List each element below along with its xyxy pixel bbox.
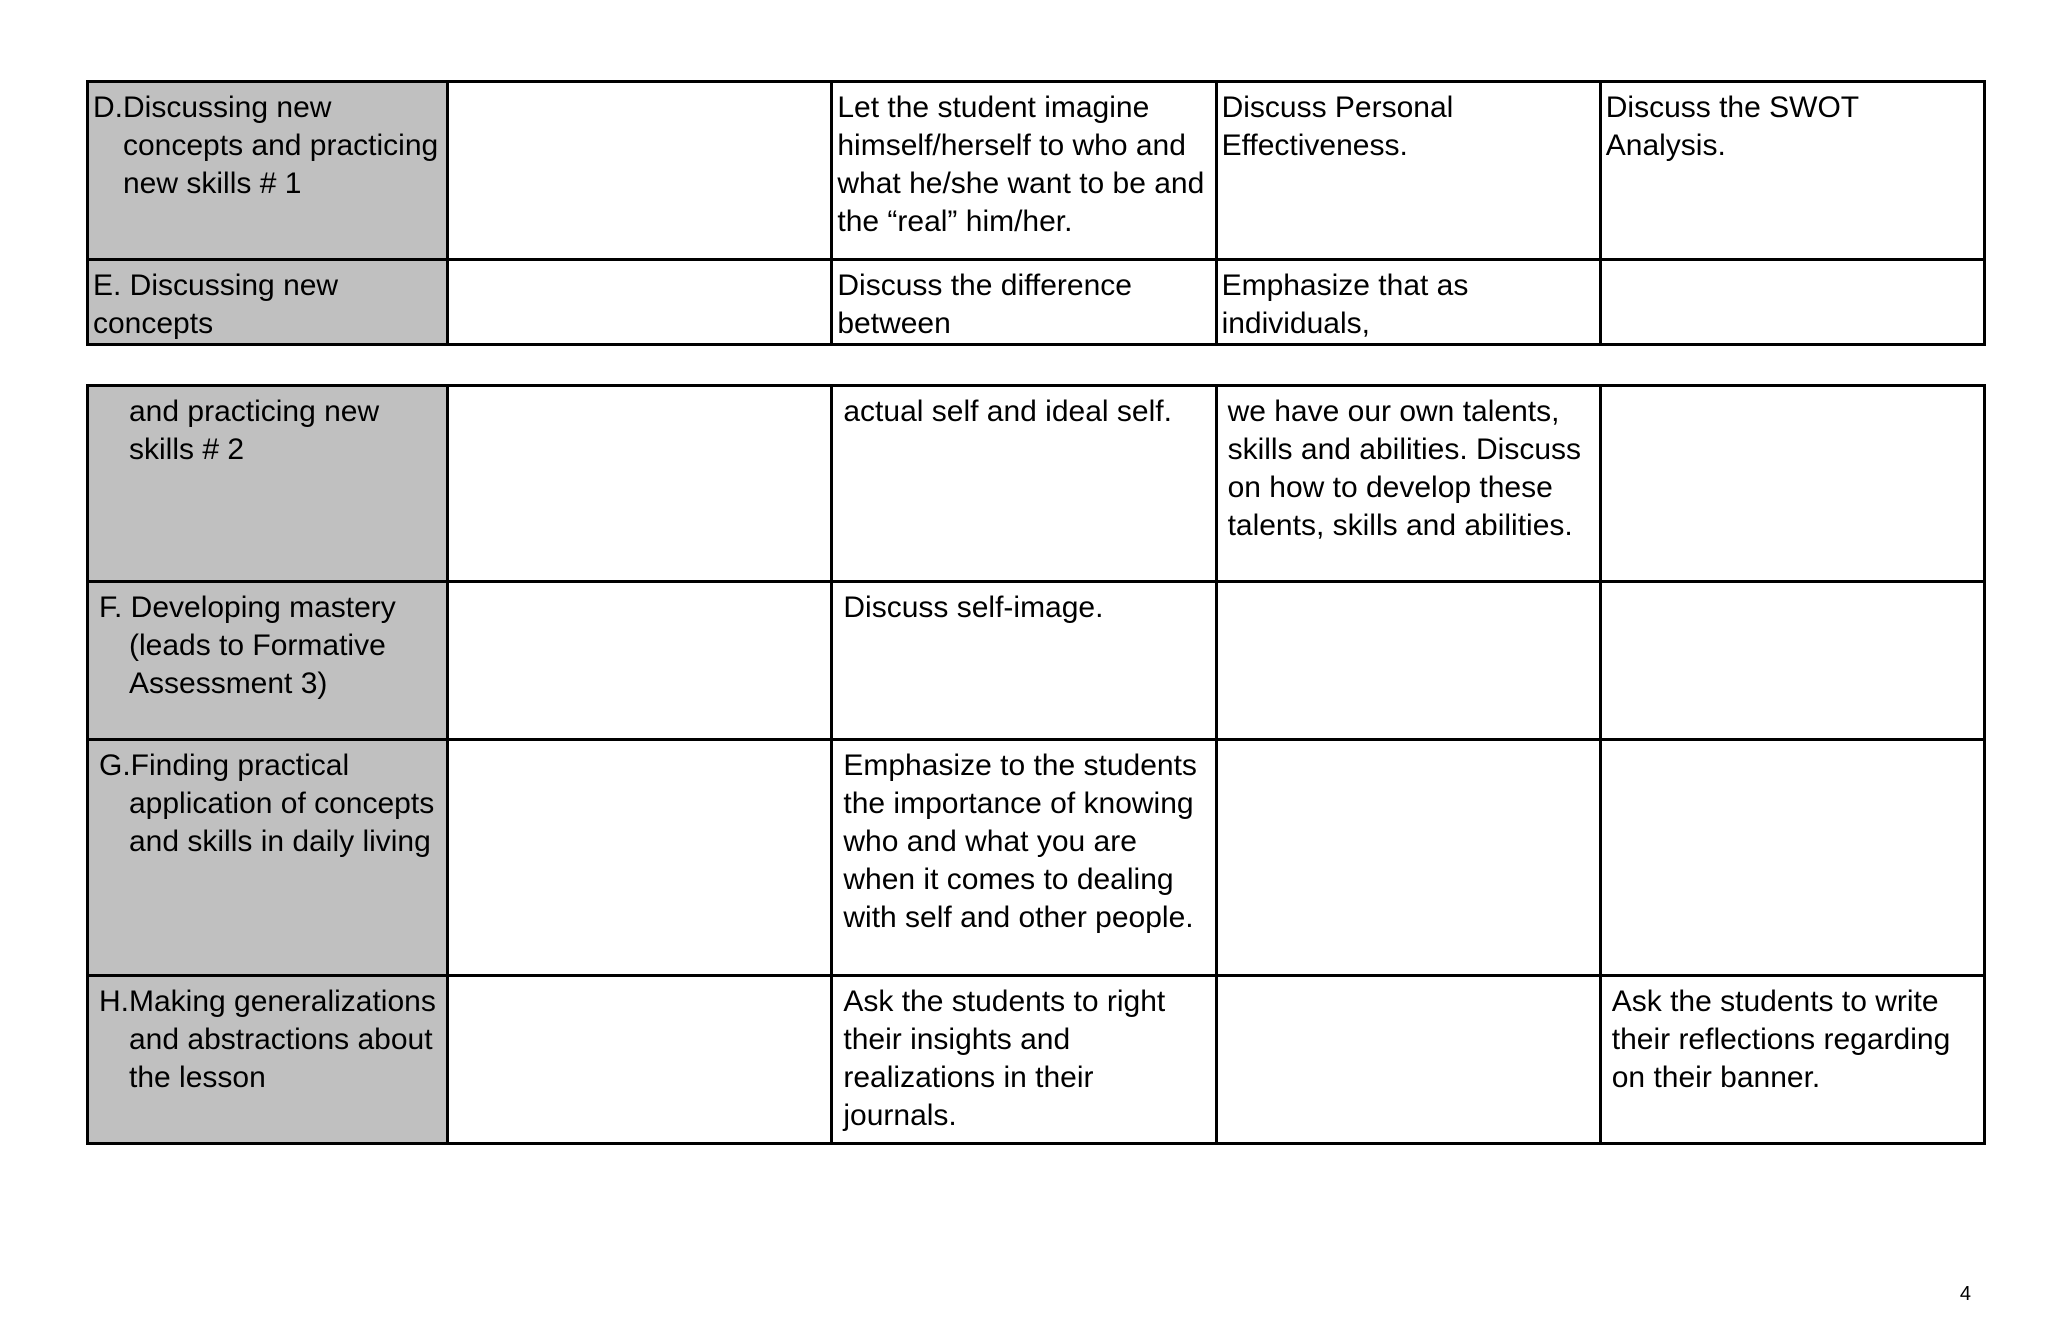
row-label: F. Developing mastery (leads to Formative Assessment 3) bbox=[99, 591, 396, 700]
row-label: and practicing new skills # 2 bbox=[129, 395, 380, 466]
table-cell bbox=[1600, 260, 1984, 345]
table-cell bbox=[448, 82, 832, 260]
table-cell bbox=[1216, 740, 1600, 976]
row-label: D.Discussing new concepts and practicing new skills # 1 bbox=[93, 91, 439, 200]
table-cell bbox=[448, 976, 832, 1144]
page-number: 4 bbox=[1959, 1283, 1971, 1305]
table-cell: actual self and ideal self. bbox=[832, 386, 1216, 582]
lesson-plan-table-top bbox=[86, 80, 1986, 346]
row-label: H.Making generalizations and abstractions about the lesson bbox=[99, 985, 436, 1094]
table-cell bbox=[1216, 976, 1600, 1144]
table-row bbox=[88, 976, 1985, 1144]
table-cell: Ask the students to right their insights and realizations in their journals. bbox=[832, 976, 1216, 1144]
table-cell: we have our own talents, skills and abilities. Discuss on how to develop these talents, skills and abilities. bbox=[1216, 386, 1600, 582]
table-cell: Ask the students to write their reflections regarding on their banner. bbox=[1600, 976, 1984, 1144]
row-label-cell bbox=[88, 976, 448, 1144]
table-cell: Discuss Personal Effectiveness. bbox=[1216, 82, 1600, 260]
table-cell bbox=[448, 582, 832, 740]
table-cell: Emphasize that as individuals, bbox=[1216, 260, 1600, 345]
table-cell: Let the student imagine himself/herself to who and what he/she want to be and the “real” him/her. bbox=[832, 82, 1216, 260]
table-cell bbox=[1216, 582, 1600, 740]
table-cell bbox=[448, 740, 832, 976]
table-cell bbox=[448, 386, 832, 582]
table-row bbox=[88, 386, 1985, 582]
table-cell bbox=[1600, 740, 1984, 976]
row-label: G.Finding practical application of concepts and skills in daily living bbox=[99, 749, 435, 858]
table-cell bbox=[1600, 386, 1984, 582]
row-label-cell bbox=[88, 260, 448, 345]
table-cell bbox=[1600, 582, 1984, 740]
row-label-cell bbox=[88, 386, 448, 582]
table-cell: Discuss the difference between bbox=[832, 260, 1216, 345]
table-cell: Discuss the SWOT Analysis. bbox=[1600, 82, 1984, 260]
lesson-plan-table-bottom bbox=[86, 384, 1986, 1145]
table-row bbox=[88, 260, 1985, 345]
table-row bbox=[88, 82, 1985, 260]
row-label: E. Discussing new concepts bbox=[93, 269, 339, 340]
table-row bbox=[88, 740, 1985, 976]
table-row bbox=[88, 582, 1985, 740]
row-label-cell bbox=[88, 740, 448, 976]
table-cell: Emphasize to the students the importance of knowing who and what you are when it comes to dealing with self and other people. bbox=[832, 740, 1216, 976]
table-cell bbox=[448, 260, 832, 345]
row-label-cell bbox=[88, 582, 448, 740]
table-cell: Discuss self-image. bbox=[832, 582, 1216, 740]
row-label-cell bbox=[88, 82, 448, 260]
